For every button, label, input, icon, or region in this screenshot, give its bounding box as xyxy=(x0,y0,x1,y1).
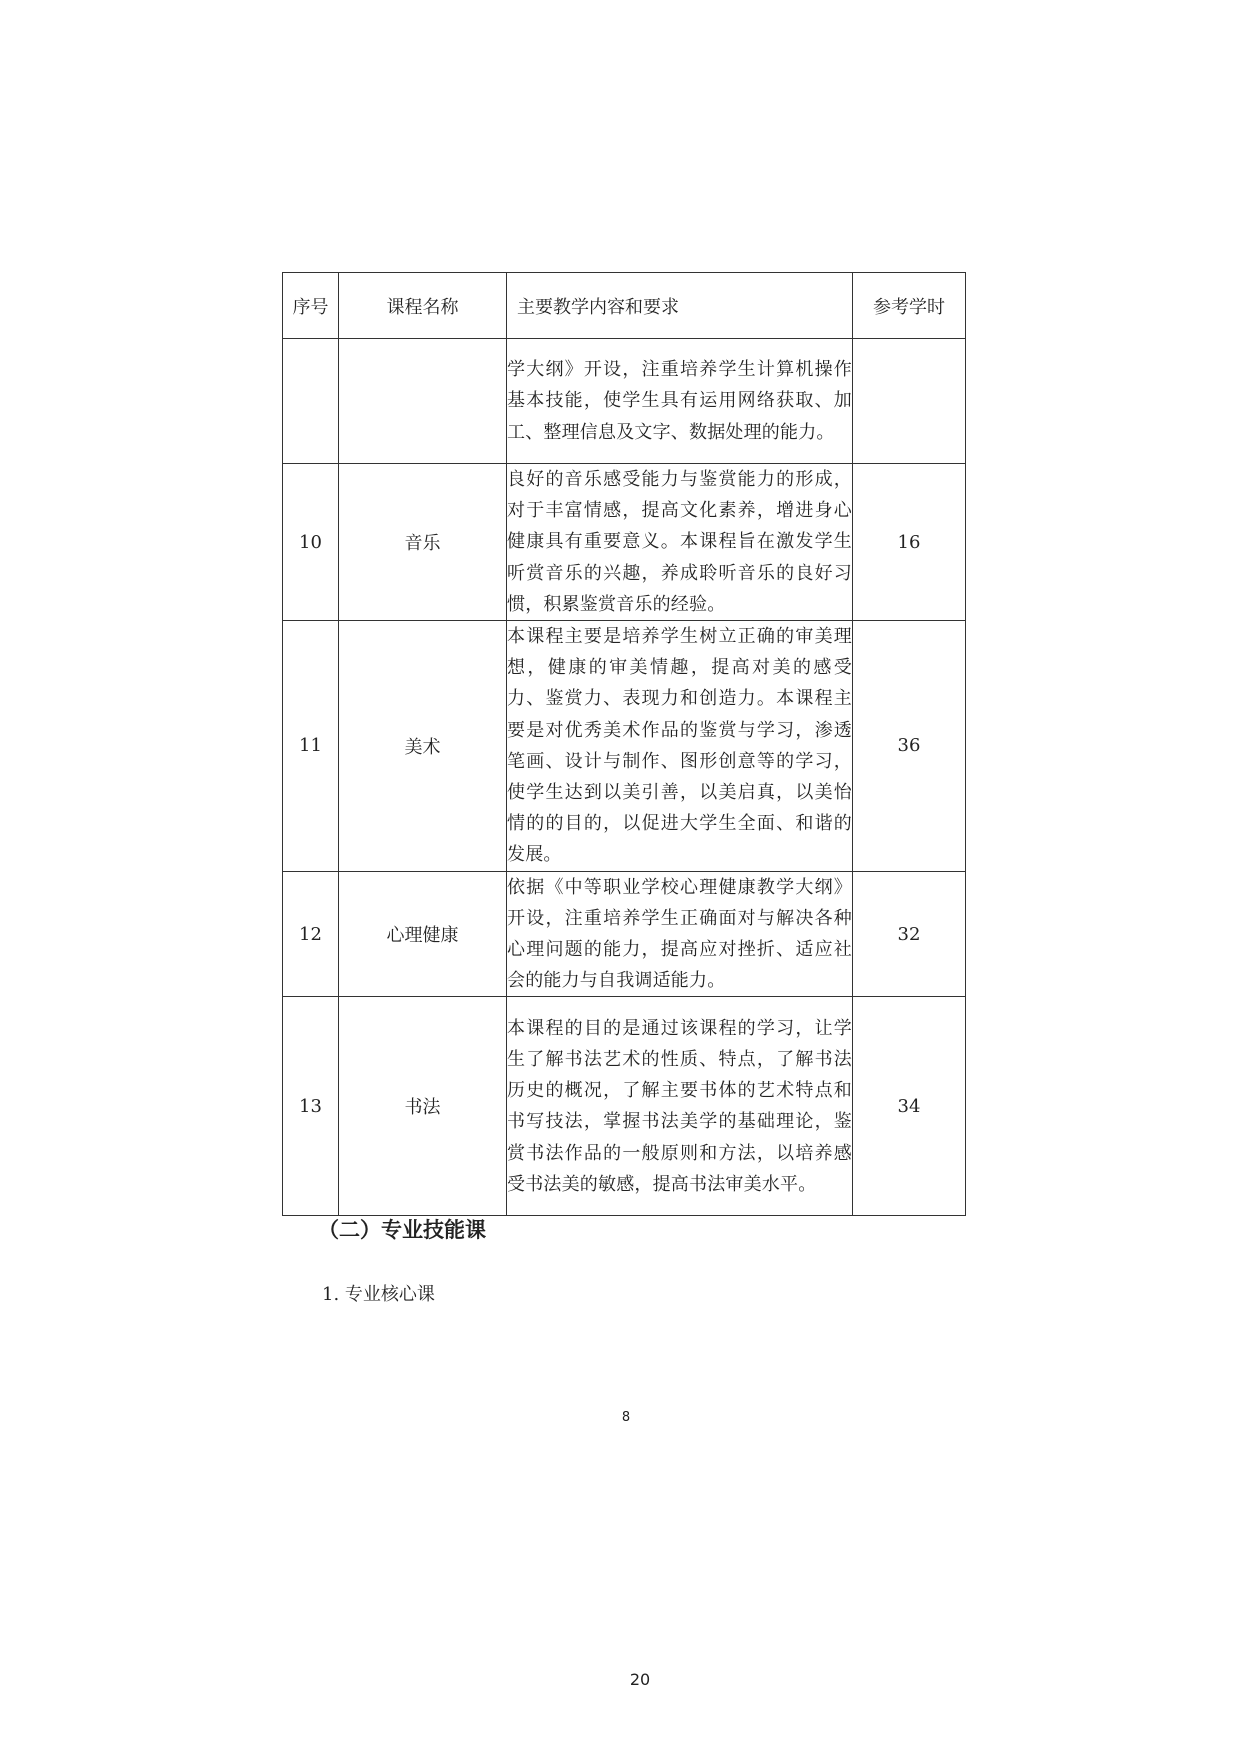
row-course-name xyxy=(339,339,507,464)
row-course-name: 书法 xyxy=(339,997,507,1216)
row-course-name: 音乐 xyxy=(339,464,507,621)
table-row xyxy=(283,621,966,872)
sub-heading: 1. 专业核心课 xyxy=(322,1284,435,1305)
row-no: 10 xyxy=(283,464,339,621)
row-no: 11 xyxy=(283,621,339,872)
row-content: 学大纲》开设，注重培养学生计算机操作基本技能，使学生具有运用网络获取、加工、整理信息及文字、数据处理的能力。 xyxy=(507,339,853,464)
course-table xyxy=(282,272,966,1216)
row-course-name: 心理健康 xyxy=(339,871,507,997)
header-content: 主要教学内容和要求 xyxy=(507,273,853,339)
page-number: 20 xyxy=(629,1670,651,1689)
inner-page-number: 8 xyxy=(621,1410,631,1425)
row-hours xyxy=(853,339,966,464)
row-no: 12 xyxy=(283,871,339,997)
table-row xyxy=(283,339,966,464)
header-hours: 参考学时 xyxy=(853,273,966,339)
header-course-name: 课程名称 xyxy=(339,273,507,339)
table-header-row xyxy=(283,273,966,339)
row-hours: 36 xyxy=(853,621,966,872)
row-hours: 32 xyxy=(853,871,966,997)
row-content: 依据《中等职业学校心理健康教学大纲》开设，注重培养学生正确面对与解决各种心理问题的能力，提高应对挫折、适应社会的能力与自我调适能力。 xyxy=(507,871,853,997)
row-no xyxy=(283,339,339,464)
table-row xyxy=(283,997,966,1216)
row-content: 本课程的目的是通过该课程的学习，让学生了解书法艺术的性质、特点，了解书法历史的概况，了解主要书体的艺术特点和书写技法，掌握书法美学的基础理论，鉴赏书法作品的一般原则和方法，以培养感受书法美的敏感，提高书法审美水平。 xyxy=(507,997,853,1216)
row-content: 本课程主要是培养学生树立正确的审美理想，健康的审美情趣，提高对美的感受力、鉴赏力、表现力和创造力。本课程主要是对优秀美术作品的鉴赏与学习，渗透笔画、设计与制作、图形创意等的学习，使学生达到以美引善，以美启真，以美怡情的的目的，以促进大学生全面、和谐的发展。 xyxy=(507,621,853,872)
row-hours: 34 xyxy=(853,997,966,1216)
row-no: 13 xyxy=(283,997,339,1216)
row-course-name: 美术 xyxy=(339,621,507,872)
row-hours: 16 xyxy=(853,464,966,621)
table-row xyxy=(283,464,966,621)
table-row xyxy=(283,871,966,997)
header-no: 序号 xyxy=(283,273,339,339)
row-content: 良好的音乐感受能力与鉴赏能力的形成，对于丰富情感，提高文化素养，增进身心健康具有重要意义。本课程旨在激发学生听赏音乐的兴趣，养成聆听音乐的良好习惯，积累鉴赏音乐的经验。 xyxy=(507,464,853,621)
section-heading: （二）专业技能课 xyxy=(318,1218,486,1242)
